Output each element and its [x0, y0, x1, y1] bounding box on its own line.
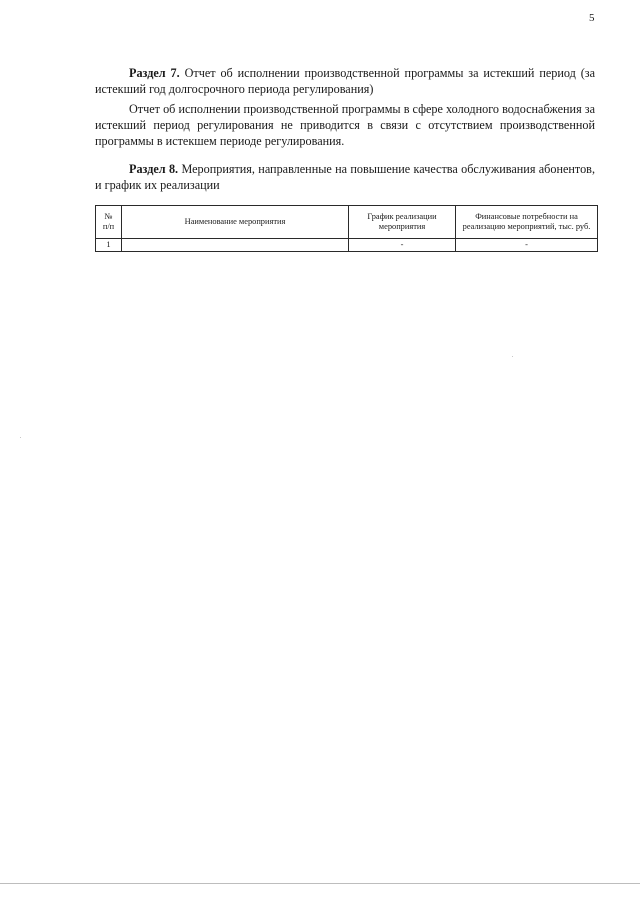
scan-bottom-edge [0, 883, 640, 884]
page-number: 5 [589, 12, 595, 24]
header-number-line2: п/п [102, 222, 115, 231]
scan-speck [20, 437, 21, 438]
header-schedule: График реализации мероприятия [349, 206, 456, 239]
table-row [96, 239, 598, 252]
section-8-heading [95, 161, 595, 193]
section-7-title: Отчет об исполнении производственной программы за истекший период (за истекший год долгосрочного периода регулирования) [95, 66, 595, 96]
header-finance: Финансовые потребности на реализацию мероприятий, тыс. руб. [456, 206, 598, 239]
section-7-label: Раздел 7. [129, 66, 180, 80]
cell-event-name [122, 239, 349, 252]
cell-schedule: - [349, 239, 456, 252]
cell-finance: - [456, 239, 598, 252]
table-header-row [96, 206, 598, 239]
section-7-body-text: Отчет об исполнении производственной программы в сфере холодного водоснабжения за истекший период регулирования не приводится в связи с отсутствием производственной программы в истекшем периоде регулирования. [95, 102, 595, 148]
header-number-line1: № [104, 212, 113, 221]
header-number [96, 206, 122, 239]
scan-speck [512, 356, 513, 357]
section-7-heading [95, 65, 595, 97]
section-7-body [95, 101, 595, 149]
events-table [95, 205, 598, 252]
header-event-name: Наименование мероприятия [122, 206, 349, 239]
section-8-title: Мероприятия, направленные на повышение качества обслуживания абонентов, и график их реализации [95, 162, 595, 192]
section-8-label: Раздел 8. [129, 162, 179, 176]
cell-number: 1 [96, 239, 122, 252]
